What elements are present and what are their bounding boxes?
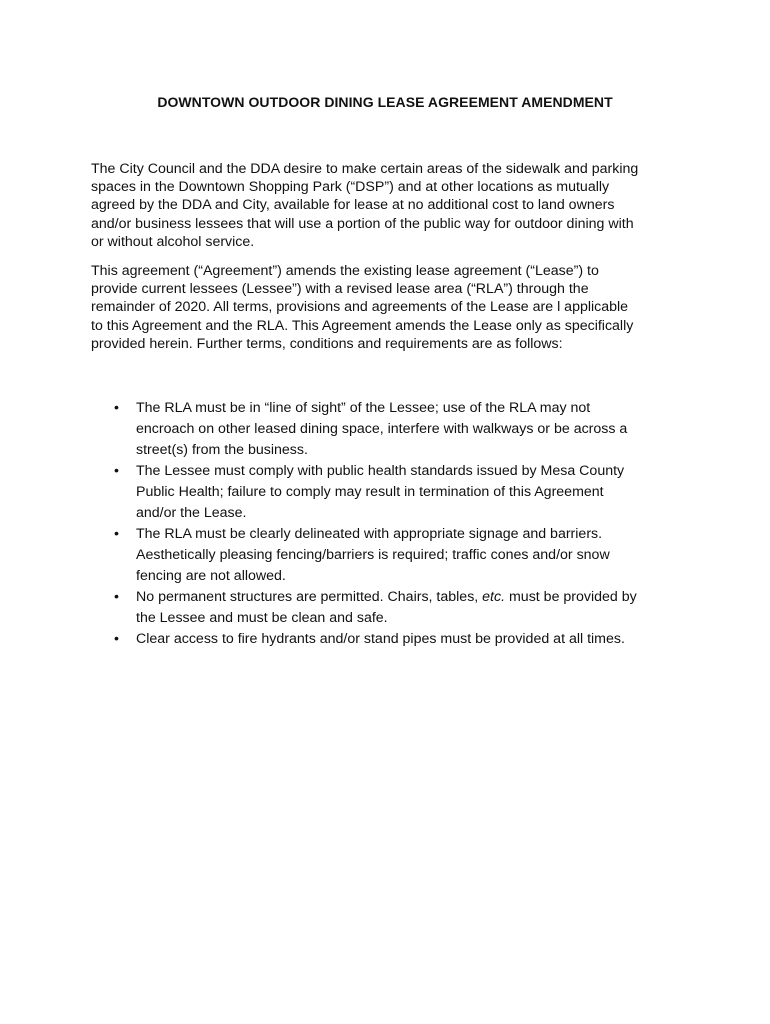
bullet-icon: • [114, 589, 119, 605]
list-item-line: the Lessee and must be clean and safe. [136, 610, 388, 626]
list-item [0, 629, 770, 650]
list-item-text: must be provided by [505, 589, 637, 605]
list-item [0, 398, 770, 461]
bullet-icon: • [114, 631, 119, 647]
list-item-line: The Lessee must comply with public health standards issued by Mesa County [136, 463, 625, 479]
italic-text: etc. [482, 589, 506, 605]
agreement-paragraph [91, 262, 691, 353]
list-item-line: encroach on other leased dining space, interfere with walkways or be across a [136, 421, 628, 437]
paragraph-line: provide current lessees (Lessee”) with a revised lease area (“RLA”) through the [91, 281, 589, 298]
paragraph-line: and/or business lessees that will use a portion of the public way for outdoor dining with [91, 215, 634, 232]
bullet-icon: • [114, 400, 119, 416]
paragraph-line: to this Agreement and the RLA. This Agreement amends the Lease only as specifically [91, 317, 634, 334]
paragraph-line: agreed by the DDA and City, available for lease at no additional cost to land owners [91, 197, 615, 214]
paragraph-line: or without alcohol service. [91, 233, 255, 250]
paragraph-line: spaces in the Downtown Shopping Park (“DSP”) and at other locations as mutually [91, 179, 610, 196]
bullet-icon: • [114, 526, 119, 542]
list-item [0, 524, 770, 587]
list-item-line: street(s) from the business. [136, 442, 308, 458]
list-item-line: Aesthetically pleasing fencing/barriers is required; traffic cones and/or snow [136, 547, 610, 563]
list-item-line: The RLA must be in “line of sight” of the Lessee; use of the RLA may not [136, 400, 591, 416]
paragraph-line: remainder of 2020. All terms, provisions and agreements of the Lease are l applicable [91, 299, 629, 316]
list-item-line: The RLA must be clearly delineated with appropriate signage and barriers. [136, 526, 603, 542]
intro-paragraph [91, 160, 691, 251]
paragraph-line: provided herein. Further terms, conditions and requirements are as follows: [91, 335, 563, 352]
requirements-list [0, 398, 770, 650]
bullet-icon: • [114, 463, 119, 479]
list-item-line: fencing are not allowed. [136, 568, 286, 584]
list-item [0, 587, 770, 629]
document-title: DOWNTOWN OUTDOOR DINING LEASE AGREEMENT AMENDMENT [157, 94, 613, 110]
list-item [0, 461, 770, 524]
list-item-line: and/or the Lease. [136, 505, 247, 521]
list-item-line: Public Health; failure to comply may result in termination of this Agreement [136, 484, 604, 500]
paragraph-line: The City Council and the DDA desire to make certain areas of the sidewalk and parking [91, 161, 639, 177]
list-item-line: Clear access to fire hydrants and/or stand pipes must be provided at all times. [136, 631, 625, 647]
list-item-text: No permanent structures are permitted. Chairs, tables, [136, 589, 483, 605]
list-item-line [136, 587, 770, 608]
paragraph-line: This agreement (“Agreement”) amends the existing lease agreement (“Lease”) to [91, 263, 599, 279]
